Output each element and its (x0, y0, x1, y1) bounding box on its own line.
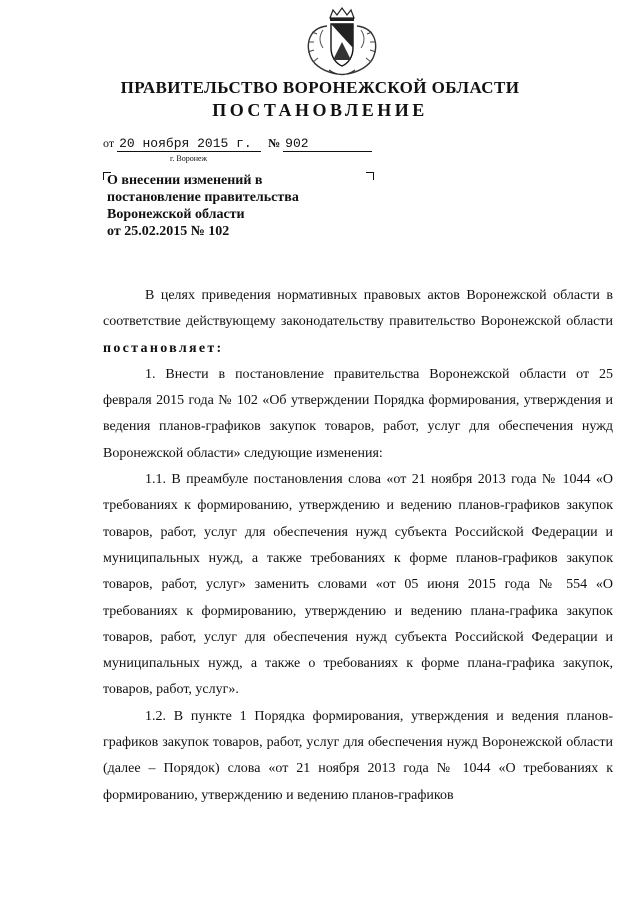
document-date: 20 ноября 2015 г. (117, 137, 261, 152)
document-body (103, 283, 613, 809)
coat-of-arms-icon (297, 6, 387, 78)
document-subject (107, 172, 357, 240)
paragraph-item-1-1: 1.1. В преамбуле постановления слова «от 21 ноября 2013 года № 1044 «О требованиях к формированию, утверждению и ведению планов-графиков закупок товаров, работ, услуг для обеспечения нужд субъекта Российской Федерации и муниципальных нужд, а также требованиях к форме планов-графиков закупок товаров, работ, услуг» заменить словами «от 05 июня 2015 года № 554 «О требованиях к формированию, утверждению и ведению плана-графика закупок товаров, работ, услуг для обеспечения нужд субъекта Российской Федерации и муниципальных нужд, а также о требованиях к форме плана-графика закупок, товаров, работ, услуг». (103, 472, 613, 698)
preamble-text: В целях приведения нормативных правовых актов Воронежской области в соответствие действующему законодательству правительство Воронежской области (103, 288, 613, 330)
decree-word: постановляет: (103, 340, 224, 356)
subject-corner-right (366, 172, 374, 180)
subject-line: Воронежской области (107, 207, 245, 222)
date-number-row (103, 136, 372, 152)
document-number: 902 (283, 137, 372, 152)
document-type: ПОСТАНОВЛЕНИЕ (212, 100, 428, 120)
government-title: ПРАВИТЕЛЬСТВО ВОРОНЕЖСКОЙ ОБЛАСТИ (120, 78, 520, 97)
number-prefix: № (268, 136, 281, 150)
city: г. Воронеж (170, 154, 208, 163)
subject-line: О внесении изменений в (107, 173, 263, 188)
subject-line: постановление правительства (107, 190, 299, 205)
paragraph-preamble (103, 283, 613, 362)
paragraph-item-1: 1. Внести в постановление правительства Воронежской области от 25 февраля 2015 года № 102 «Об утверждении Порядка формирования, утверждения и ведения планов-графиков закупок товаров, работ, услуг для обеспечения нужд Воронежской области» следующие изменения: (103, 366, 613, 461)
subject-line: от 25.02.2015 № 102 (107, 224, 230, 239)
date-prefix: от (103, 136, 115, 150)
paragraph-item-1-2: 1.2. В пункте 1 Порядка формирования, утверждения и ведения планов-графиков закупок товаров, работ, услуг для обеспечения нужд Воронежской области (далее – Порядок) слова «от 21 ноября 2013 года № 1044 «О требованиях к формированию, утверждению и ведению планов-графиков (103, 708, 613, 803)
